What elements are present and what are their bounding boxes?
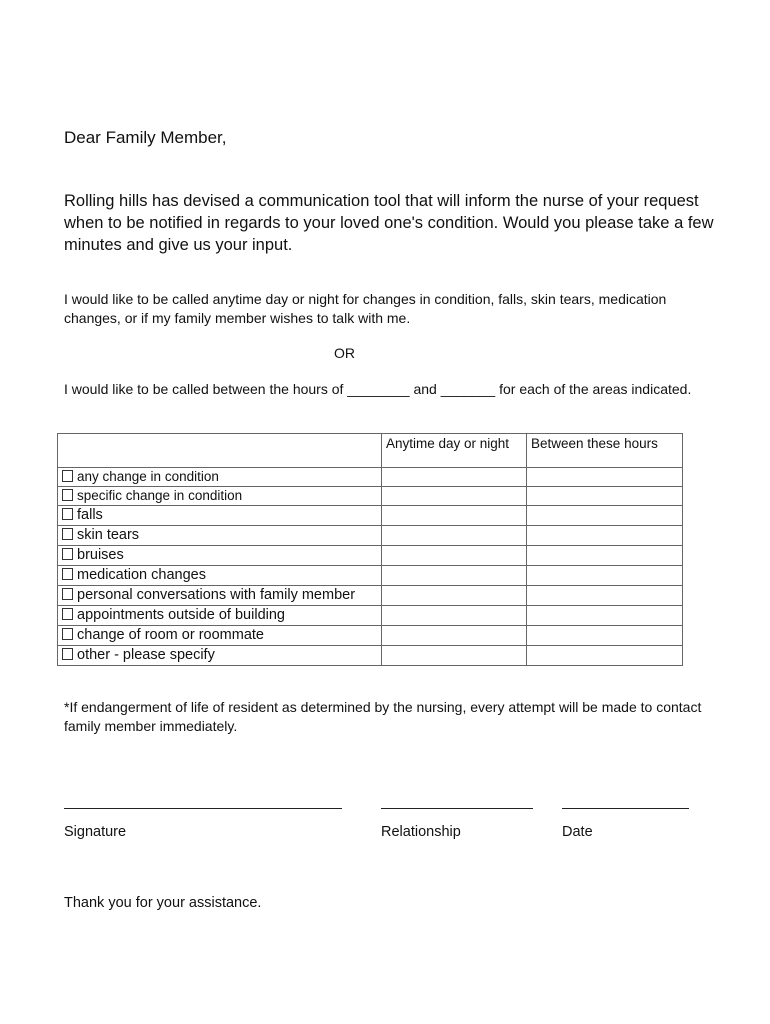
between-cell[interactable]: [527, 606, 683, 626]
anytime-cell[interactable]: [382, 546, 527, 566]
table-row: [58, 546, 683, 566]
anytime-cell[interactable]: [382, 487, 527, 506]
date-line[interactable]: [562, 808, 689, 809]
table-header-blank: [58, 434, 382, 468]
col-header-between: Between these hours: [527, 434, 683, 468]
checkbox[interactable]: [62, 628, 73, 640]
anytime-cell[interactable]: [382, 586, 527, 606]
signature-label: Signature: [64, 824, 127, 840]
relationship-line[interactable]: [381, 808, 533, 809]
thanks-closing: Thank you for your assistance.: [64, 895, 262, 911]
signature-line[interactable]: [64, 808, 342, 809]
checkbox[interactable]: [62, 608, 73, 620]
row-label: falls: [58, 506, 382, 526]
anytime-cell[interactable]: [382, 526, 527, 546]
checkbox[interactable]: [62, 548, 73, 560]
between-cell[interactable]: [527, 506, 683, 526]
option-anytime-text: I would like to be called anytime day or night for changes in condition, falls, skin tears, medication changes, or if my family member wishes to talk with me.: [64, 291, 667, 326]
between-cell[interactable]: [527, 626, 683, 646]
table-row: [58, 487, 683, 506]
table-row: [58, 626, 683, 646]
anytime-cell[interactable]: [382, 566, 527, 586]
anytime-cell[interactable]: [382, 606, 527, 626]
table-row: [58, 506, 683, 526]
checkbox[interactable]: [62, 508, 73, 520]
table-row: [58, 606, 683, 626]
anytime-cell[interactable]: [382, 506, 527, 526]
intro-paragraph: Rolling hills has devised a communication tool that will inform the nurse of your request when to be notified in regards to your loved one's condition. Would you please take a few minutes and give us your input.: [64, 192, 714, 254]
anytime-cell[interactable]: [382, 626, 527, 646]
between-cell[interactable]: [527, 586, 683, 606]
row-label: change of room or roommate: [58, 626, 382, 646]
row-label: personal conversations with family member: [58, 586, 382, 606]
checkbox[interactable]: [62, 528, 73, 540]
row-label: bruises: [58, 546, 382, 566]
between-cell[interactable]: [527, 487, 683, 506]
table-row: [58, 468, 683, 487]
anytime-cell[interactable]: [382, 646, 527, 666]
between-cell[interactable]: [527, 546, 683, 566]
row-label: specific change in condition: [58, 487, 382, 506]
table-row: [58, 646, 683, 666]
or-divider: OR: [334, 345, 355, 361]
checkbox[interactable]: [62, 470, 73, 482]
notification-table: [57, 433, 683, 666]
between-cell[interactable]: [527, 526, 683, 546]
greeting: Dear Family Member,: [64, 128, 227, 147]
row-label: other - please specify: [58, 646, 382, 666]
row-label: any change in condition: [58, 468, 382, 487]
row-label: medication changes: [58, 566, 382, 586]
col-header-anytime: Anytime day or night: [382, 434, 527, 468]
table-row: [58, 526, 683, 546]
relationship-label: Relationship: [381, 824, 461, 840]
anytime-cell[interactable]: [382, 468, 527, 487]
date-label: Date: [562, 824, 593, 840]
table-header-row: [58, 434, 683, 468]
option-hours-text: I would like to be called between the hours of ________ and _______ for each of the areas indicated.: [64, 381, 692, 397]
between-cell[interactable]: [527, 566, 683, 586]
checkbox[interactable]: [62, 489, 73, 501]
checkbox[interactable]: [62, 568, 73, 580]
table-row: [58, 586, 683, 606]
endangerment-note: *If endangerment of life of resident as determined by the nursing, every attempt will be made to contact family member immediately.: [64, 699, 702, 734]
table-row: [58, 566, 683, 586]
row-label: appointments outside of building: [58, 606, 382, 626]
checkbox[interactable]: [62, 648, 73, 660]
between-cell[interactable]: [527, 468, 683, 487]
checkbox[interactable]: [62, 588, 73, 600]
row-label: skin tears: [58, 526, 382, 546]
between-cell[interactable]: [527, 646, 683, 666]
